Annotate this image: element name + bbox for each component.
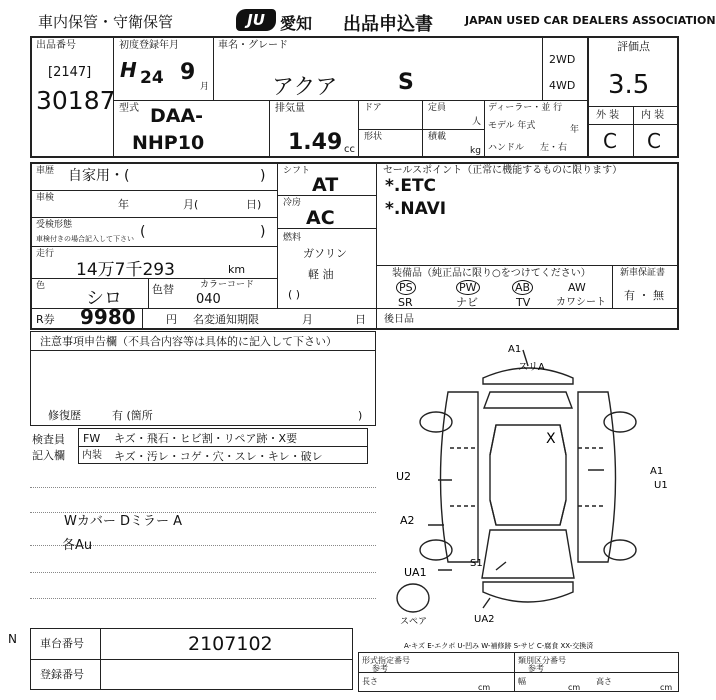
- inspection-day: 日): [246, 198, 262, 211]
- car-name: アクア: [272, 75, 338, 100]
- ext-label: 外 装: [596, 110, 620, 121]
- car-grade: S: [398, 70, 414, 95]
- inspection-month: 月(: [183, 198, 199, 211]
- height-unit: cm: [660, 683, 673, 692]
- recycle-value: 9980: [80, 305, 136, 329]
- recycle-unit: 円: [166, 313, 177, 326]
- repair-close: ): [358, 409, 363, 422]
- diagram-mark-s1: S1: [470, 558, 483, 569]
- equipment-seat: カワシート: [556, 297, 606, 308]
- width-label: 幅: [518, 677, 526, 686]
- inspector-tag-interior: 内装: [82, 450, 102, 461]
- ext-grade: C: [603, 129, 617, 153]
- recycle-label: R券: [36, 313, 55, 326]
- diagram-mark-sura: スリA: [518, 362, 545, 373]
- inspector-label-1: 検査員: [32, 433, 65, 446]
- deadline-month: 月: [302, 313, 313, 326]
- drive-4wd: 4WD: [549, 79, 576, 92]
- edge-mark: N: [8, 632, 17, 646]
- handle-options: 左・右: [540, 143, 568, 153]
- history-close: ): [260, 168, 266, 184]
- association-name: JAPAN USED CAR DEALERS ASSOCIATION: [465, 14, 716, 27]
- damage-diagram: [378, 330, 678, 650]
- displacement-unit: cc: [344, 144, 355, 155]
- shift-label: シフト: [283, 166, 311, 176]
- displacement-value: 1.49: [288, 130, 343, 155]
- equipment-aw: AW: [568, 281, 586, 294]
- shift-value: AT: [312, 174, 339, 196]
- right-body: [578, 392, 616, 562]
- form-number-label: 形式指定番号: [362, 656, 410, 665]
- document-title: 出品申込書: [343, 14, 433, 35]
- ac-value: AC: [306, 207, 335, 229]
- score-value: 3.5: [608, 70, 650, 100]
- wheel-front-right: [604, 412, 636, 432]
- history-value: 自家用・(: [68, 168, 130, 184]
- equipment-tv: TV: [516, 296, 531, 309]
- rear-body: [482, 530, 574, 578]
- color-value: シロ: [86, 288, 122, 309]
- warranty-label: 新車保証書: [620, 268, 666, 278]
- fuel-diesel: 軽 油: [308, 268, 334, 281]
- doors-label: ドア: [364, 103, 382, 113]
- int-grade: C: [647, 129, 661, 153]
- sales-label: セールスポイント（正常に機能するものに限ります）: [383, 165, 623, 176]
- capacity-label: 定員: [428, 103, 447, 113]
- registration-label: 初度登録年月: [119, 40, 179, 51]
- capacity-unit: 人: [472, 117, 482, 127]
- diagram-mark-u1: U1: [654, 480, 668, 491]
- category-ref: 参考: [528, 664, 544, 673]
- fuel-label: 燃料: [283, 233, 302, 243]
- mileage-unit: km: [228, 263, 246, 276]
- spare-label: スペア: [400, 617, 428, 627]
- handle-label: ハンドル: [488, 143, 525, 153]
- brand-name: 愛知: [280, 14, 313, 33]
- ac-label: 冷房: [283, 198, 302, 208]
- diagram-mark-a1-top: A1: [508, 344, 522, 355]
- dealer-label: ディーラー・並 行: [488, 103, 563, 113]
- length-unit: cm: [478, 683, 491, 692]
- warranty-options: 有 ・ 無: [624, 289, 664, 302]
- int-label: 内 装: [641, 110, 665, 121]
- notes-label: 注意事項申告欄（不具合内容等は具体的に記入して下さい）: [40, 335, 337, 348]
- inspector-tag-fw: FW: [83, 432, 101, 445]
- registration-month-unit: 月: [200, 82, 210, 92]
- car-name-label: 車名・グレード: [218, 40, 288, 51]
- chassis-number: 2107102: [188, 633, 273, 655]
- model-code-1: DAA-: [150, 105, 204, 127]
- repair-value: 有 (箇所: [112, 409, 153, 422]
- color-code: 040: [196, 292, 221, 307]
- load-unit: kg: [470, 146, 481, 156]
- diagram-mark-ua1: UA1: [404, 566, 427, 579]
- shape-label: 形状: [364, 132, 383, 142]
- repair-label: 修復歴: [48, 409, 81, 422]
- registration-era: H: [120, 58, 137, 82]
- left-body: [441, 392, 479, 562]
- inspector-row-1: キズ・飛石・ヒビ割・リペア跡・X要: [114, 432, 298, 445]
- drive-2wd: 2WD: [549, 53, 576, 66]
- color-label: 色: [36, 281, 46, 291]
- wheel-rear-left: [420, 540, 452, 560]
- displacement-label: 排気量: [275, 103, 305, 114]
- registration-year: 24: [140, 68, 164, 88]
- score-label: 評価点: [617, 40, 650, 53]
- deadline-label: 名変通知期限: [193, 313, 259, 326]
- registration-number-label: 登録番号: [40, 668, 84, 681]
- model-label: 型式: [119, 103, 139, 114]
- diagram-mark-u2: U2: [396, 470, 412, 483]
- color-code-label: カラーコード: [200, 280, 255, 290]
- history-label: 車歴: [36, 166, 55, 176]
- length-label: 長さ: [362, 677, 378, 686]
- inspection-year: 年: [118, 198, 129, 211]
- fuel-gasoline: ガソリン: [303, 247, 347, 260]
- inspector-note-1: Wカバー Dミラー A: [64, 514, 183, 529]
- mileage-value: 14万7千293: [76, 260, 175, 280]
- model-year-label: モデル 年式: [488, 121, 536, 131]
- damage-legend: A-キズ E-エクボ U-凹み W-補修跡 S-サビ C-腐食 XX-交換済: [404, 642, 594, 650]
- diagram-mark-a1-right: A1: [650, 466, 664, 477]
- diagram-mark-ua2: UA2: [474, 614, 495, 625]
- rear-bumper: [483, 582, 573, 602]
- chassis-label: 車台番号: [40, 637, 84, 650]
- logo-text: JU: [247, 11, 265, 29]
- diagram-mark-a2: A2: [400, 514, 415, 527]
- hood: [484, 392, 572, 408]
- equipment-label: 装備品（純正品に限り○をつけてください）: [392, 268, 591, 279]
- ju-logo: [236, 9, 276, 31]
- equipment-ps: PS: [396, 281, 416, 294]
- spare-tire: [397, 584, 429, 612]
- mileage-label: 走行: [36, 249, 55, 259]
- diagram-mark-x: X: [546, 431, 556, 447]
- model-year-unit: 年: [570, 125, 580, 135]
- fuel-paren: ( ): [288, 288, 301, 301]
- inspection-label: 車検: [36, 193, 55, 203]
- equipment-ab: AB: [512, 281, 533, 294]
- deadline-day: 日: [355, 313, 366, 326]
- storage-label: 車内保管・守衛保管: [38, 13, 174, 31]
- inspector-row-2: キズ・汚レ・コゲ・穴・スレ・キレ・破レ: [114, 450, 323, 463]
- received-close: ): [260, 224, 266, 240]
- registration-month: 9: [180, 60, 196, 85]
- equipment-sr: SR: [398, 296, 413, 309]
- sales-point-2: *.NAVI: [385, 199, 447, 219]
- later-date-label: 後日品: [384, 314, 414, 325]
- received-open: (: [140, 224, 146, 240]
- lot-number: 30187: [36, 86, 116, 115]
- inspector-note-2: 各Au: [62, 538, 93, 553]
- received-label: 受検形態: [36, 220, 73, 230]
- lot-bracket: [2147]: [48, 65, 92, 80]
- load-label: 積載: [428, 132, 447, 142]
- equipment-navi: ナビ: [456, 296, 478, 309]
- category-number-label: 類別区分番号: [518, 656, 566, 665]
- wheel-rear-right: [604, 540, 636, 560]
- top-block: [30, 36, 679, 158]
- inspector-label-2: 記入欄: [32, 449, 65, 462]
- height-label: 高さ: [596, 677, 612, 686]
- form-ref: 参考: [372, 664, 388, 673]
- color-change-label: 色替: [152, 283, 174, 296]
- width-unit: cm: [568, 683, 581, 692]
- sales-point-1: *.ETC: [385, 176, 437, 196]
- lot-label: 出品番号: [36, 40, 76, 51]
- model-code-2: NHP10: [132, 132, 205, 154]
- equipment-pw: PW: [456, 281, 480, 294]
- received-note: 車検付きの場合記入して下さい: [36, 235, 134, 243]
- wheel-front-left: [420, 412, 452, 432]
